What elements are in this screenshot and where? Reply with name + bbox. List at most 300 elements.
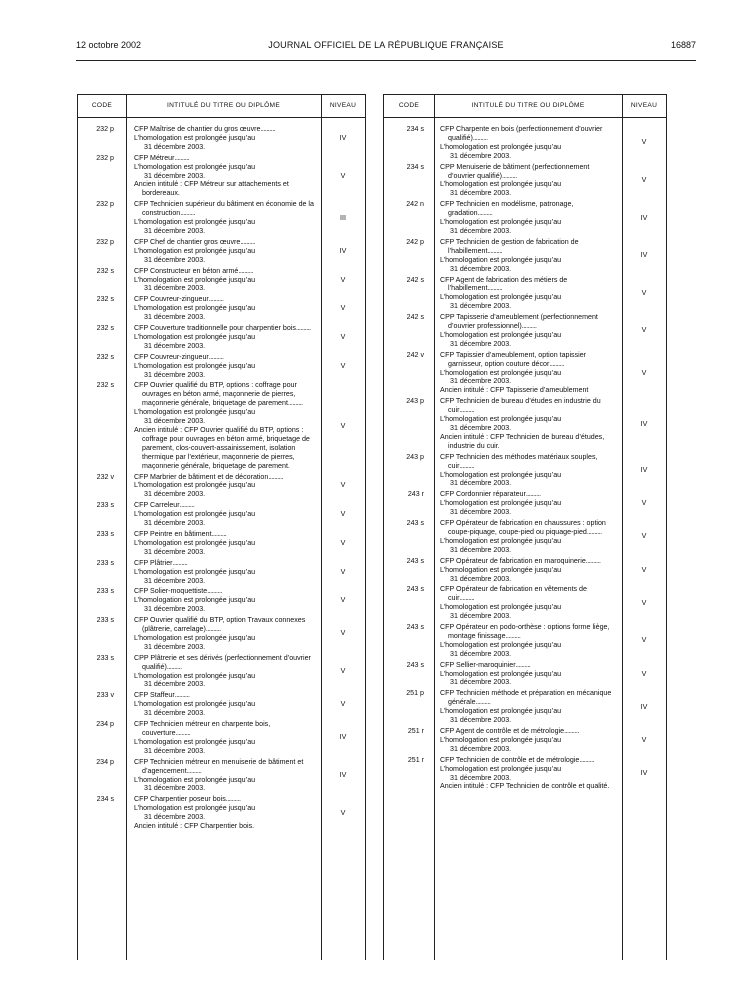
homologation-date: 31 décembre 2003. bbox=[450, 264, 512, 273]
row-level: V bbox=[641, 532, 647, 541]
homologation-text: L’homologation est prolongée jusqu’au bbox=[440, 603, 562, 612]
diploma-title-text: CFP Opérateur de fabrication en vêtements de cuir bbox=[440, 585, 587, 603]
homologation-text: L’homologation est prolongée jusqu’au bbox=[134, 596, 256, 605]
diploma-title bbox=[440, 689, 615, 707]
table-header bbox=[384, 95, 666, 118]
row-body bbox=[134, 295, 317, 322]
row-code: 232 s bbox=[96, 324, 114, 333]
row-level: V bbox=[641, 565, 647, 574]
diploma-title-text: CPP Plâtrerie et ses dérivés (perfectionnement d’ouvrier qualifié) bbox=[134, 653, 311, 671]
diploma-title-text: CFP Technicien métreur en menuiserie de bâtiment et d’agencement bbox=[134, 757, 304, 775]
homologation-date: 31 décembre 2003. bbox=[450, 649, 512, 658]
homologation-date: 31 décembre 2003. bbox=[450, 479, 512, 488]
row-level: V bbox=[340, 629, 346, 638]
leader-dots: .......... bbox=[564, 727, 579, 735]
diploma-title bbox=[134, 691, 317, 700]
diploma-title-text: CFP Opérateur de fabrication en chaussures : option coupe-piquage, coupe-pied ou piquage-pied bbox=[440, 519, 606, 536]
row-level: V bbox=[340, 481, 346, 490]
row-level: V bbox=[340, 171, 346, 180]
leader-dots: .......... bbox=[260, 125, 276, 133]
row-code: 234 p bbox=[96, 757, 114, 766]
row-body bbox=[440, 689, 615, 725]
diploma-title-text: CPP Tapisserie d’ameublement (perfectionnement d’ouvrier professionnel) bbox=[440, 313, 598, 331]
row-code: 232 s bbox=[96, 266, 114, 275]
table-row bbox=[384, 727, 666, 754]
row-level: V bbox=[340, 304, 346, 313]
table-row bbox=[78, 720, 365, 756]
table-row bbox=[384, 661, 666, 688]
diploma-title-text: CFP Ouvrier qualifié du BTP, option Travaux connexes (plâtrerie, carrelage) bbox=[134, 616, 306, 634]
table-header bbox=[78, 95, 365, 118]
diploma-title-text: CFP Couvreur-zingueur bbox=[134, 295, 209, 304]
homologation-text: L’homologation est prolongée jusqu’au bbox=[440, 499, 562, 508]
row-level: V bbox=[340, 332, 346, 341]
row-level: IV bbox=[339, 733, 347, 742]
homologation-text: L’homologation est prolongée jusqu’au bbox=[440, 764, 562, 773]
homologation-date: 31 décembre 2003. bbox=[450, 508, 512, 517]
diploma-title bbox=[134, 501, 317, 510]
leader-dots: .......... bbox=[295, 324, 311, 333]
row-code: 243 s bbox=[406, 623, 424, 632]
row-body bbox=[134, 501, 317, 528]
row-code: 233 s bbox=[96, 587, 114, 596]
row-level: V bbox=[340, 510, 346, 519]
leader-dots: .......... bbox=[180, 209, 195, 218]
row-level: V bbox=[340, 567, 346, 576]
leader-dots: .......... bbox=[205, 625, 221, 634]
homologation-date: 31 décembre 2003. bbox=[450, 424, 512, 432]
diploma-title-text: CFP Plâtrier bbox=[134, 558, 173, 567]
table-row bbox=[384, 557, 666, 584]
diploma-title-text: CFP Technicien supérieur du bâtiment en économie de la construction bbox=[134, 200, 314, 218]
homologation-text: L’homologation est prolongée jusqu’au bbox=[134, 246, 256, 255]
homologation-text: L’homologation est prolongée jusqu’au bbox=[134, 633, 256, 642]
table-row bbox=[384, 163, 666, 199]
table-row bbox=[384, 125, 666, 161]
header-code: CODE bbox=[91, 102, 113, 109]
leader-dots: .......... bbox=[487, 246, 503, 255]
homologation-date: 31 décembre 2003. bbox=[144, 746, 206, 755]
homologation-text: L’homologation est prolongée jusqu’au bbox=[440, 255, 562, 264]
diploma-title-text: CFP Agent de fabrication des métiers de l’habillement bbox=[440, 275, 568, 293]
diploma-title bbox=[440, 313, 615, 331]
table-body bbox=[384, 125, 666, 793]
row-code: 233 v bbox=[96, 691, 114, 700]
leader-dots: .......... bbox=[175, 729, 191, 737]
table-right bbox=[383, 94, 667, 960]
leader-dots: .......... bbox=[515, 660, 531, 669]
diploma-title-text: CFP Technicien de gestion de fabrication de l’habillement bbox=[440, 237, 579, 255]
homologation-date: 31 décembre 2003. bbox=[144, 547, 206, 556]
row-code: 233 s bbox=[96, 653, 114, 662]
row-body bbox=[440, 351, 615, 396]
table-row bbox=[78, 654, 365, 690]
row-code: 243 s bbox=[406, 660, 424, 669]
homologation-text: L’homologation est prolongée jusqu’au bbox=[440, 470, 562, 479]
diploma-title bbox=[134, 324, 317, 333]
row-body bbox=[134, 238, 317, 265]
row-body bbox=[440, 163, 615, 199]
leader-dots: .......... bbox=[459, 594, 475, 603]
row-body bbox=[134, 200, 317, 236]
diploma-title bbox=[134, 654, 317, 672]
row-body bbox=[134, 154, 317, 199]
row-code: 242 v bbox=[406, 350, 424, 359]
row-level: V bbox=[340, 538, 346, 547]
table-row bbox=[384, 490, 666, 517]
homologation-date: 31 décembre 2003. bbox=[450, 226, 512, 235]
homologation-date: 31 décembre 2003. bbox=[144, 284, 206, 293]
header-date: 12 octobre 2002 bbox=[76, 40, 142, 50]
diploma-title bbox=[440, 163, 615, 181]
table-body bbox=[78, 125, 365, 833]
diploma-title-text: CFP Opérateur en podo-orthèse : options forme liège, montage finissage bbox=[440, 623, 610, 640]
page-number: 16887 bbox=[670, 40, 696, 50]
row-level: V bbox=[641, 669, 647, 678]
table-row bbox=[78, 200, 365, 236]
table-row bbox=[78, 125, 365, 152]
row-level: IV bbox=[640, 466, 648, 475]
diploma-title bbox=[134, 353, 317, 362]
row-code: 251 r bbox=[407, 755, 424, 764]
table-row bbox=[78, 559, 365, 586]
homologation-text: L’homologation est prolongée jusqu’au bbox=[134, 133, 256, 142]
row-level: V bbox=[340, 700, 346, 709]
diploma-title-text: CPP Menuiserie de bâtiment (perfectionnement d’ouvrier qualifié) bbox=[440, 162, 590, 180]
table-row bbox=[384, 276, 666, 312]
leader-dots: .......... bbox=[459, 461, 475, 470]
homologation-text: L’homologation est prolongée jusqu’au bbox=[134, 162, 256, 171]
row-level: IV bbox=[640, 251, 648, 260]
table-row bbox=[78, 691, 365, 718]
diploma-title bbox=[440, 623, 615, 641]
diploma-title-text: CFP Technicien de bureau d’études en industrie du cuir bbox=[440, 397, 601, 415]
row-body bbox=[134, 473, 317, 500]
row-level: IV bbox=[339, 771, 347, 780]
diploma-title bbox=[440, 351, 615, 369]
row-code: 243 p bbox=[406, 397, 424, 406]
homologation-date: 31 décembre 2003. bbox=[144, 642, 206, 651]
row-level: V bbox=[340, 275, 346, 284]
leader-dots: .......... bbox=[487, 284, 503, 293]
table-row bbox=[384, 200, 666, 236]
row-body bbox=[134, 125, 317, 152]
row-code: 232 p bbox=[96, 125, 114, 133]
former-title-note: Ancien intitulé : CFP Technicien de contrôle et qualité. bbox=[440, 782, 610, 791]
diploma-title bbox=[440, 661, 615, 670]
table-row bbox=[78, 353, 365, 380]
diploma-title bbox=[134, 238, 317, 247]
diploma-title bbox=[134, 200, 317, 218]
homologation-date: 31 décembre 2003. bbox=[144, 784, 206, 793]
row-code: 232 p bbox=[96, 153, 114, 162]
diploma-title bbox=[134, 381, 317, 408]
row-level: IV bbox=[640, 702, 648, 711]
row-code: 232 v bbox=[96, 472, 114, 481]
row-body bbox=[134, 353, 317, 380]
row-code: 234 s bbox=[406, 125, 424, 133]
diploma-title bbox=[134, 559, 317, 568]
row-code: 232 s bbox=[96, 295, 114, 304]
homologation-date: 31 décembre 2003. bbox=[144, 226, 206, 235]
diploma-title-text: CFP Technicien en modélisme, patronage, gradation bbox=[440, 200, 574, 218]
homologation-text: L’homologation est prolongée jusqu’au bbox=[440, 669, 562, 678]
diploma-title-text: CFP Solier-moquettiste bbox=[134, 587, 208, 596]
homologation-date: 31 décembre 2003. bbox=[450, 339, 512, 348]
leader-dots: .......... bbox=[586, 527, 602, 536]
homologation-date: 31 décembre 2003. bbox=[144, 490, 206, 499]
row-code: 242 s bbox=[406, 275, 424, 284]
table-row bbox=[78, 267, 365, 294]
row-code: 233 s bbox=[96, 616, 114, 625]
row-code: 251 p bbox=[406, 689, 424, 698]
diploma-title bbox=[134, 295, 317, 304]
table-row bbox=[78, 530, 365, 557]
diploma-title-text: CFP Marbrier de bâtiment et de décoration bbox=[134, 472, 269, 481]
diploma-title-text: CFP Métreur bbox=[134, 153, 175, 162]
row-body bbox=[134, 691, 317, 718]
row-body bbox=[134, 267, 317, 294]
diploma-title-text: CFP Technicien méthode et préparation en mécanique générale bbox=[440, 689, 612, 707]
diploma-title bbox=[440, 585, 615, 603]
diploma-title-text: CFP Technicien de contrôle et de métrologie bbox=[440, 755, 580, 764]
homologation-text: L’homologation est prolongée jusqu’au bbox=[440, 536, 562, 545]
diploma-title-text: CFP Opérateur de fabrication en maroquinerie bbox=[440, 556, 586, 565]
homologation-date: 31 décembre 2003. bbox=[450, 574, 512, 583]
page-header bbox=[76, 40, 696, 54]
table-row bbox=[384, 453, 666, 489]
row-level: V bbox=[641, 499, 647, 508]
row-code: 243 s bbox=[406, 585, 424, 594]
row-code: 242 p bbox=[406, 237, 424, 246]
homologation-date: 31 décembre 2003. bbox=[144, 313, 206, 322]
homologation-date: 31 décembre 2003. bbox=[450, 744, 512, 753]
diploma-title bbox=[134, 267, 317, 276]
homologation-text: L’homologation est prolongée jusqu’au bbox=[134, 737, 256, 746]
row-level: IV bbox=[640, 419, 648, 428]
leader-dots: .......... bbox=[268, 472, 284, 481]
row-body bbox=[134, 559, 317, 586]
homologation-date: 31 décembre 2003. bbox=[144, 680, 206, 689]
row-body bbox=[440, 727, 615, 754]
row-body bbox=[440, 238, 615, 274]
leader-dots: .......... bbox=[549, 359, 565, 368]
homologation-date: 31 décembre 2003. bbox=[450, 151, 512, 160]
diploma-title bbox=[134, 473, 317, 482]
row-body bbox=[440, 200, 615, 236]
diploma-title-text: CFP Technicien des méthodes matériaux souples, cuir bbox=[440, 452, 598, 470]
leader-dots: .......... bbox=[525, 490, 541, 499]
header-title: INTITULÉ DU TITRE OU DIPLÔME bbox=[471, 102, 585, 109]
leader-dots: .......... bbox=[459, 406, 475, 415]
diploma-title bbox=[134, 795, 317, 804]
leader-dots: .......... bbox=[287, 399, 303, 408]
table-row bbox=[384, 397, 666, 450]
homologation-date: 31 décembre 2003. bbox=[450, 302, 512, 311]
row-level: V bbox=[340, 361, 346, 370]
diploma-title-text: CFP Chef de chantier gros œuvre bbox=[134, 237, 241, 246]
leader-dots: .......... bbox=[174, 691, 190, 700]
diploma-title bbox=[440, 557, 615, 566]
header-code: CODE bbox=[398, 102, 420, 109]
diploma-title bbox=[134, 530, 317, 539]
homologation-date: 31 décembre 2003. bbox=[144, 813, 206, 822]
homologation-date: 31 décembre 2003. bbox=[144, 370, 206, 379]
table-row bbox=[78, 381, 365, 470]
leader-dots: .......... bbox=[238, 266, 254, 275]
row-body bbox=[440, 397, 615, 450]
row-body bbox=[134, 720, 317, 756]
row-body bbox=[134, 587, 317, 614]
table-row bbox=[78, 501, 365, 528]
row-body bbox=[134, 616, 317, 652]
row-code: 233 s bbox=[96, 501, 114, 510]
leader-dots: .......... bbox=[186, 766, 202, 775]
homologation-date: 31 décembre 2003. bbox=[450, 678, 512, 687]
homologation-text: L’homologation est prolongée jusqu’au bbox=[134, 304, 256, 313]
diploma-title-text: CFP Cordonnier réparateur bbox=[440, 490, 526, 499]
row-code: 242 s bbox=[406, 313, 424, 322]
row-body bbox=[134, 381, 317, 470]
diploma-title-text: CFP Charpente en bois (perfectionnement d’ouvrier qualifié) bbox=[440, 125, 603, 142]
leader-dots: .......... bbox=[477, 209, 493, 218]
diploma-title-text: CFP Charpentier poseur bois bbox=[134, 795, 226, 804]
homologation-date: 31 décembre 2003. bbox=[144, 255, 206, 264]
homologation-text: L’homologation est prolongée jusqu’au bbox=[134, 804, 256, 813]
homologation-text: L’homologation est prolongée jusqu’au bbox=[134, 275, 256, 284]
table-row bbox=[384, 689, 666, 725]
diploma-title bbox=[134, 616, 317, 634]
diploma-title bbox=[134, 758, 317, 776]
homologation-text: L’homologation est prolongée jusqu’au bbox=[134, 361, 256, 370]
diploma-title bbox=[440, 125, 615, 143]
former-title-note: Ancien intitulé : CFP Métreur sur attachements et bordereaux. bbox=[134, 180, 289, 198]
row-body bbox=[134, 795, 317, 831]
row-code: 243 p bbox=[406, 452, 424, 461]
row-code: 232 s bbox=[96, 381, 114, 390]
row-code: 243 s bbox=[406, 519, 424, 528]
leader-dots: .......... bbox=[208, 352, 224, 361]
row-level: V bbox=[641, 735, 647, 744]
table-row bbox=[384, 519, 666, 555]
former-title-note: Ancien intitulé : CFP Technicien de bureau d’études, industrie du cuir. bbox=[440, 432, 605, 450]
row-level: IV bbox=[640, 769, 648, 778]
homologation-text: L’homologation est prolongée jusqu’au bbox=[440, 330, 562, 339]
row-body bbox=[440, 125, 615, 161]
diploma-title-text: CFP Constructeur en béton armé bbox=[134, 266, 239, 275]
homologation-text: L’homologation est prolongée jusqu’au bbox=[440, 293, 562, 302]
row-body bbox=[134, 324, 317, 351]
former-title-note: Ancien intitulé : CFP Tapisserie d’ameublement bbox=[440, 386, 589, 395]
row-code: 242 n bbox=[406, 200, 424, 209]
row-level: IV bbox=[339, 246, 347, 255]
table-row bbox=[78, 238, 365, 265]
diploma-title-text: CFP Tapissier d’ameublement, option tapissier garnisseur, option couture décor bbox=[440, 350, 587, 368]
header-level: NIVEAU bbox=[630, 102, 658, 109]
row-level: V bbox=[340, 667, 346, 676]
table-left bbox=[77, 94, 366, 960]
row-body bbox=[440, 661, 615, 688]
row-level: IV bbox=[640, 213, 648, 222]
diploma-title bbox=[440, 727, 615, 736]
leader-dots: .......... bbox=[172, 558, 188, 567]
row-level: V bbox=[641, 175, 647, 184]
row-body bbox=[440, 623, 615, 659]
homologation-text: L’homologation est prolongée jusqu’au bbox=[134, 700, 256, 709]
row-body bbox=[440, 313, 615, 349]
leader-dots: .......... bbox=[208, 295, 224, 304]
homologation-text: L’homologation est prolongée jusqu’au bbox=[134, 481, 256, 490]
row-body bbox=[134, 758, 317, 794]
leader-dots: .......... bbox=[521, 322, 537, 331]
table-row bbox=[384, 313, 666, 349]
leader-dots: .......... bbox=[207, 587, 222, 596]
homologation-date: 31 décembre 2003. bbox=[144, 709, 206, 718]
table-row bbox=[78, 616, 365, 652]
diploma-title bbox=[440, 490, 615, 499]
homologation-date: 31 décembre 2003. bbox=[450, 773, 512, 782]
diploma-title-text: CFP Sellier-maroquinier bbox=[440, 660, 516, 669]
diploma-title bbox=[134, 587, 317, 596]
leader-dots: .......... bbox=[225, 795, 241, 804]
diploma-title-text: CFP Carreleur bbox=[134, 501, 180, 510]
row-level: V bbox=[641, 636, 647, 645]
table-row bbox=[78, 295, 365, 322]
diploma-title bbox=[134, 125, 317, 134]
row-level: V bbox=[641, 368, 647, 377]
leader-dots: .......... bbox=[505, 631, 521, 640]
homologation-text: L’homologation est prolongée jusqu’au bbox=[134, 671, 256, 680]
homologation-text: L’homologation est prolongée jusqu’au bbox=[134, 408, 256, 417]
homologation-date: 31 décembre 2003. bbox=[144, 605, 206, 614]
row-code: 233 s bbox=[96, 558, 114, 567]
row-code: 233 s bbox=[96, 529, 114, 538]
homologation-date: 31 décembre 2003. bbox=[144, 519, 206, 528]
header-level: NIVEAU bbox=[329, 102, 357, 109]
diploma-title-text: CFP Ouvrier qualifié du BTP, options : coffrage pour ouvrages en béton armé, maçonnerie de pierres, maçonnerie générale, briquetage de parement bbox=[134, 381, 297, 408]
former-title-note: Ancien intitulé : CFP Ouvrier qualifié du BTP, options : coffrage pour ouvrages en béton armé, briquetage de parement, clos-couvert-assainissement, isolation thermique par l’extérieur, maçonnerie de pierres, maçonnerie générale, briquetage de parement. bbox=[134, 426, 310, 470]
row-body bbox=[440, 453, 615, 489]
homologation-text: L’homologation est prolongée jusqu’au bbox=[134, 567, 256, 576]
row-code: 234 p bbox=[96, 720, 114, 729]
leader-dots: .......... bbox=[579, 755, 595, 764]
homologation-date: 31 décembre 2003. bbox=[450, 377, 512, 386]
diploma-title-text: CFP Couvreur-zingueur bbox=[134, 352, 209, 361]
row-body bbox=[440, 585, 615, 621]
homologation-text: L’homologation est prolongée jusqu’au bbox=[134, 538, 256, 547]
row-code: 232 p bbox=[96, 200, 114, 209]
table-row bbox=[384, 585, 666, 621]
diploma-title bbox=[440, 397, 615, 415]
row-body bbox=[134, 530, 317, 557]
diploma-title-text: CFP Maîtrise de chantier du gros œuvre bbox=[134, 125, 261, 133]
row-level: V bbox=[641, 326, 647, 335]
homologation-text: L’homologation est prolongée jusqu’au bbox=[440, 180, 562, 189]
diploma-title bbox=[440, 200, 615, 218]
row-body bbox=[134, 654, 317, 690]
row-level: V bbox=[340, 421, 346, 430]
homologation-text: L’homologation est prolongée jusqu’au bbox=[440, 640, 562, 649]
homologation-date: 31 décembre 2003. bbox=[144, 576, 206, 585]
row-level: IV bbox=[339, 133, 347, 142]
leader-dots: .......... bbox=[472, 133, 488, 142]
header-title: INTITULÉ DU TITRE OU DIPLÔME bbox=[166, 102, 281, 109]
row-code: 232 p bbox=[96, 237, 114, 246]
homologation-text: L’homologation est prolongée jusqu’au bbox=[440, 368, 562, 377]
row-code: 234 s bbox=[406, 162, 424, 171]
row-body bbox=[440, 557, 615, 584]
diploma-title-text: CFP Peintre en bâtiment bbox=[134, 529, 212, 538]
